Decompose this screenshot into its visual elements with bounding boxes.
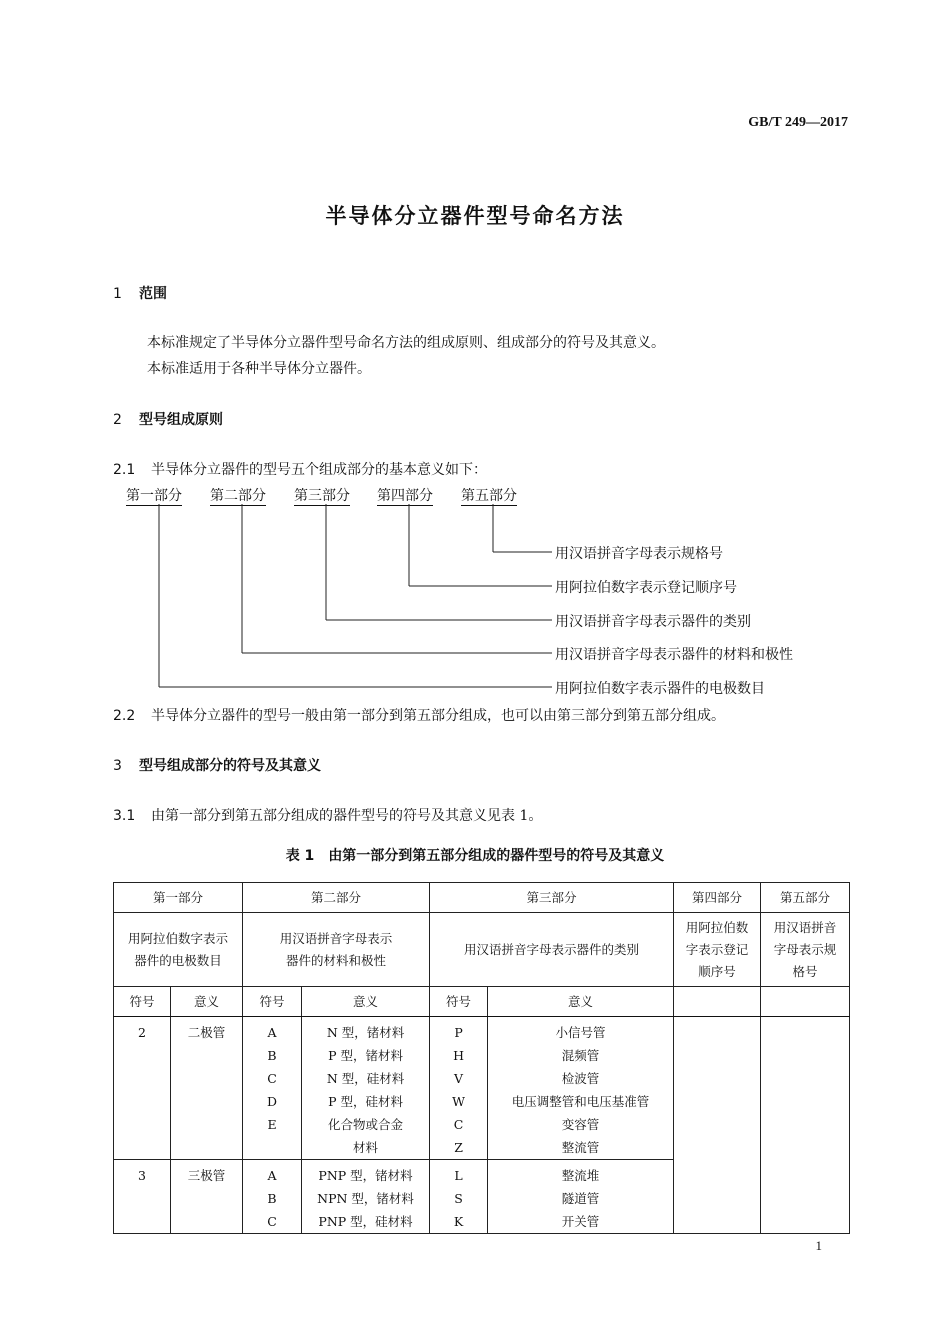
table-number: 表 1 bbox=[285, 848, 315, 864]
meaning-label-part-3: 用汉语拼音字母表示器件的类别 bbox=[555, 614, 751, 630]
list-item: K bbox=[453, 1214, 464, 1229]
table-subheader-row bbox=[114, 987, 850, 1017]
list-item: S bbox=[454, 1191, 463, 1206]
list-item: 变容管 bbox=[561, 1117, 600, 1132]
clause-text: 半导体分立器件的型号一般由第一部分到第五部分组成，也可以由第三部分到第五部分组成。 bbox=[151, 708, 725, 724]
section-title: 型号组成部分的符号及其意义 bbox=[139, 758, 321, 774]
desc-part-2: 用汉语拼音字母表示器件的材料和极性 bbox=[243, 913, 430, 987]
list-item: E bbox=[267, 1117, 277, 1132]
col-symbol: 符号 bbox=[114, 987, 171, 1017]
list-item: Z bbox=[454, 1140, 463, 1155]
section-number: 3 bbox=[113, 758, 122, 774]
col-empty bbox=[761, 987, 850, 1017]
desc-part-3: 用汉语拼音字母表示器件的类别 bbox=[430, 913, 674, 987]
part-label-4: 第四部分 bbox=[377, 488, 433, 504]
list-item: B bbox=[267, 1048, 277, 1063]
header-part-5: 第五部分 bbox=[761, 883, 850, 913]
cell-meaning: 三极管 bbox=[171, 1160, 243, 1234]
clause-2-2 bbox=[113, 705, 725, 725]
page-number: 1 bbox=[815, 1238, 822, 1253]
list-item: P bbox=[454, 1025, 463, 1040]
list-item: 混频管 bbox=[561, 1048, 600, 1063]
clause-3-1 bbox=[113, 805, 542, 825]
clause-text: 由第一部分到第五部分组成的器件型号的符号及其意义见表 1。 bbox=[151, 808, 543, 824]
cell-material-meanings bbox=[302, 1160, 430, 1234]
table-caption bbox=[0, 845, 950, 865]
cell-symbol: 2 bbox=[114, 1017, 171, 1160]
naming-table bbox=[113, 882, 850, 1234]
meaning-label-part-1: 用阿拉伯数字表示器件的电极数目 bbox=[555, 681, 765, 697]
col-meaning: 意义 bbox=[302, 987, 430, 1017]
cell-part-4-empty bbox=[674, 1017, 761, 1234]
list-item: L bbox=[454, 1168, 463, 1183]
cell-material-meanings bbox=[302, 1017, 430, 1160]
header-part-2: 第二部分 bbox=[243, 883, 430, 913]
scope-paragraph-2: 本标准适用于各种半导体分立器件。 bbox=[147, 361, 371, 377]
desc-part-1: 用阿拉伯数字表示器件的电极数目 bbox=[114, 913, 243, 987]
section-title: 范围 bbox=[139, 286, 167, 302]
cell-material-symbols bbox=[243, 1160, 302, 1234]
list-item: 开关管 bbox=[561, 1214, 600, 1229]
section-number: 2 bbox=[113, 412, 122, 428]
list-item: C bbox=[267, 1214, 277, 1229]
clause-text: 半导体分立器件的型号五个组成部分的基本意义如下： bbox=[151, 462, 487, 478]
desc-part-4: 用阿拉伯数字表示登记顺序号 bbox=[674, 913, 761, 987]
header-part-1: 第一部分 bbox=[114, 883, 243, 913]
clause-number: 2.2 bbox=[113, 708, 136, 724]
scope-paragraph-1: 本标准规定了半导体分立器件型号命名方法的组成原则、组成部分的符号及其意义。 bbox=[147, 335, 665, 351]
list-item: B bbox=[267, 1191, 277, 1206]
cell-material-symbols bbox=[243, 1017, 302, 1160]
list-item: P 型，硅材料 bbox=[328, 1094, 403, 1109]
table-description-row bbox=[114, 913, 850, 987]
list-item: V bbox=[454, 1071, 464, 1086]
table-header-row bbox=[114, 883, 850, 913]
list-item: P 型，锗材料 bbox=[328, 1048, 403, 1063]
col-meaning: 意义 bbox=[488, 987, 674, 1017]
standard-number: GB/T 249—2017 bbox=[748, 115, 848, 130]
list-item: C bbox=[267, 1071, 277, 1086]
clause-number: 2.1 bbox=[113, 462, 136, 478]
list-item: 检波管 bbox=[561, 1071, 600, 1086]
part-label-1: 第一部分 bbox=[126, 488, 182, 504]
col-symbol: 符号 bbox=[243, 987, 302, 1017]
cell-type-symbols bbox=[430, 1017, 488, 1160]
list-item: W bbox=[452, 1094, 465, 1109]
cell-meaning: 二极管 bbox=[171, 1017, 243, 1160]
header-part-4: 第四部分 bbox=[674, 883, 761, 913]
list-item: 小信号管 bbox=[555, 1025, 606, 1040]
section-number: 1 bbox=[113, 286, 122, 302]
list-item: N 型，硅材料 bbox=[326, 1071, 405, 1086]
cell-type-symbols bbox=[430, 1160, 488, 1234]
document-title: 半导体分立器件型号命名方法 bbox=[325, 203, 625, 228]
list-item: D bbox=[267, 1094, 278, 1109]
list-item: A bbox=[267, 1025, 277, 1040]
list-item: PNP 型，锗材料 bbox=[318, 1168, 413, 1183]
cell-part-5-empty bbox=[761, 1017, 850, 1234]
list-item: A bbox=[267, 1168, 277, 1183]
cell-symbol: 3 bbox=[114, 1160, 171, 1234]
meaning-label-part-2: 用汉语拼音字母表示器件的材料和极性 bbox=[555, 647, 793, 663]
cell-type-meanings bbox=[488, 1160, 674, 1234]
section-3-heading bbox=[113, 755, 321, 775]
list-item: 隧道管 bbox=[561, 1191, 600, 1206]
table-row-diode bbox=[114, 1017, 850, 1160]
list-item: PNP 型，硅材料 bbox=[318, 1214, 413, 1229]
list-item: N 型，锗材料 bbox=[326, 1025, 405, 1040]
col-empty bbox=[674, 987, 761, 1017]
part-label-2: 第二部分 bbox=[210, 488, 266, 504]
list-item: 整流堆 bbox=[561, 1168, 600, 1183]
list-item: H bbox=[453, 1048, 464, 1063]
list-item: 整流管 bbox=[561, 1140, 600, 1155]
cell-type-meanings bbox=[488, 1017, 674, 1160]
meaning-label-part-4: 用阿拉伯数字表示登记顺序号 bbox=[555, 580, 737, 596]
table-title: 由第一部分到第五部分组成的器件型号的符号及其意义 bbox=[328, 848, 665, 864]
list-item: 化合物或合金材料 bbox=[328, 1117, 404, 1155]
clause-number: 3.1 bbox=[113, 808, 136, 824]
col-symbol: 符号 bbox=[430, 987, 488, 1017]
header-part-3: 第三部分 bbox=[430, 883, 674, 913]
meaning-label-part-5: 用汉语拼音字母表示规格号 bbox=[555, 546, 723, 562]
list-item: NPN 型，锗材料 bbox=[317, 1191, 414, 1206]
list-item: 电压调整管和电压基准管 bbox=[511, 1094, 650, 1109]
section-title: 型号组成原则 bbox=[139, 412, 223, 428]
list-item: C bbox=[453, 1117, 464, 1132]
part-label-3: 第三部分 bbox=[294, 488, 350, 504]
part-label-5: 第五部分 bbox=[461, 488, 517, 504]
desc-part-5: 用汉语拼音字母表示规格号 bbox=[761, 913, 850, 987]
col-meaning: 意义 bbox=[171, 987, 243, 1017]
